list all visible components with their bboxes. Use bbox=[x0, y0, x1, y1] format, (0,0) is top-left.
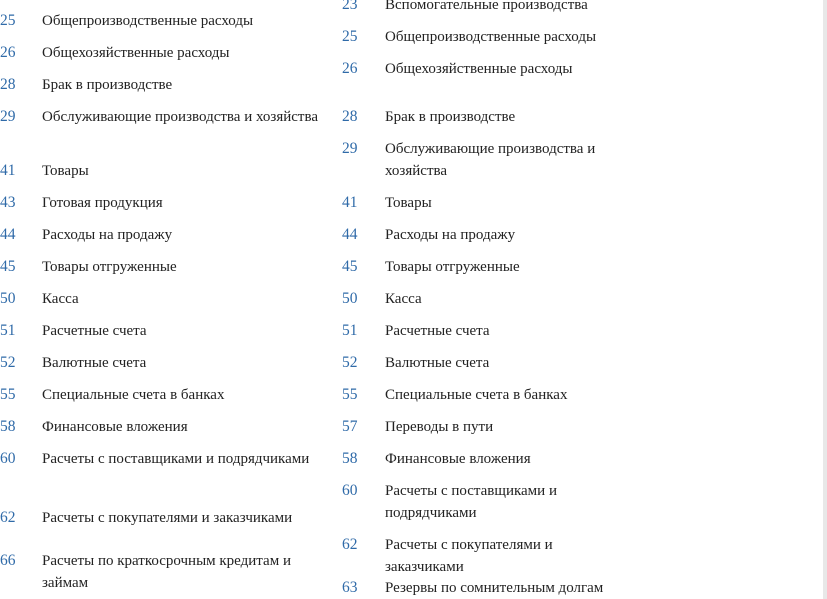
account-code[interactable]: 50 bbox=[342, 290, 358, 307]
account-name: Брак в производстве bbox=[385, 109, 516, 125]
account-code[interactable]: 41 bbox=[342, 194, 358, 211]
account-name: Валютные счета bbox=[385, 355, 490, 371]
account-name: Финансовые вложения bbox=[42, 419, 188, 435]
account-name: Обслуживающие производства и хозяйства bbox=[385, 141, 596, 179]
account-name: Расходы на продажу bbox=[42, 227, 173, 243]
account-name: Валютные счета bbox=[42, 355, 147, 371]
account-name: Расчеты по краткосрочным кредитам и займам bbox=[42, 553, 291, 591]
account-name: Товары отгруженные bbox=[385, 259, 520, 275]
account-code[interactable]: 62 bbox=[0, 509, 16, 526]
account-code[interactable]: 58 bbox=[0, 418, 16, 435]
scrollbar-track[interactable] bbox=[823, 0, 827, 599]
account-name: Расчеты с поставщиками и подрядчиками bbox=[42, 451, 310, 467]
account-code[interactable]: 51 bbox=[342, 322, 358, 339]
account-name: Касса bbox=[42, 291, 79, 307]
account-name: Товары bbox=[42, 163, 89, 179]
account-code[interactable]: 57 bbox=[342, 418, 358, 435]
account-code[interactable]: 43 bbox=[0, 194, 16, 211]
account-code[interactable]: 25 bbox=[0, 12, 16, 29]
account-name: Общепроизводственные расходы bbox=[42, 13, 254, 29]
account-code[interactable]: 55 bbox=[0, 386, 16, 403]
account-code[interactable]: 50 bbox=[0, 290, 16, 307]
account-name: Резервы по сомнительным долгам bbox=[385, 580, 604, 596]
account-code[interactable]: 41 bbox=[0, 162, 16, 179]
account-name: Вспомогательные производства bbox=[385, 0, 588, 13]
account-name: Общепроизводственные расходы bbox=[385, 29, 597, 45]
account-name: Брак в производстве bbox=[42, 77, 173, 93]
account-code[interactable]: 44 bbox=[0, 226, 16, 243]
account-name: Касса bbox=[385, 291, 422, 307]
account-name: Готовая продукция bbox=[42, 195, 163, 211]
account-code[interactable]: 51 bbox=[0, 322, 16, 339]
account-code[interactable]: 44 bbox=[342, 226, 358, 243]
account-name: Финансовые вложения bbox=[385, 451, 531, 467]
account-name: Общехозяйственные расходы bbox=[42, 45, 230, 61]
account-code[interactable]: 26 bbox=[0, 44, 16, 61]
account-name: Расходы на продажу bbox=[385, 227, 516, 243]
account-name: Расчеты с поставщиками и подрядчиками bbox=[385, 483, 557, 521]
account-code[interactable]: 60 bbox=[342, 482, 358, 499]
account-code[interactable]: 52 bbox=[0, 354, 16, 371]
account-name: Расчетные счета bbox=[42, 323, 147, 339]
account-name: Расчетные счета bbox=[385, 323, 490, 339]
account-name: Товары bbox=[385, 195, 432, 211]
account-code[interactable]: 45 bbox=[342, 258, 358, 275]
account-code[interactable]: 63 bbox=[342, 579, 358, 596]
account-code[interactable]: 29 bbox=[342, 140, 358, 157]
account-name: Общехозяйственные расходы bbox=[385, 61, 573, 77]
account-name: Товары отгруженные bbox=[42, 259, 177, 275]
account-code[interactable]: 60 bbox=[0, 450, 16, 467]
account-code[interactable]: 28 bbox=[342, 108, 358, 125]
account-code[interactable]: 23 bbox=[342, 0, 358, 13]
account-code[interactable]: 25 bbox=[342, 28, 358, 45]
account-code[interactable]: 62 bbox=[342, 536, 358, 553]
account-code[interactable]: 45 bbox=[0, 258, 16, 275]
account-code[interactable]: 28 bbox=[0, 76, 16, 93]
account-code[interactable]: 52 bbox=[342, 354, 358, 371]
account-code[interactable]: 26 bbox=[342, 60, 358, 77]
account-name: Специальные счета в банках bbox=[385, 387, 568, 403]
account-name: Специальные счета в банках bbox=[42, 387, 225, 403]
account-code[interactable]: 58 bbox=[342, 450, 358, 467]
account-name: Расчеты с покупателями и заказчиками bbox=[42, 510, 293, 526]
account-code[interactable]: 55 bbox=[342, 386, 358, 403]
account-name: Переводы в пути bbox=[385, 419, 494, 435]
account-name: Обслуживающие производства и хозяйства bbox=[42, 109, 319, 125]
account-code[interactable]: 29 bbox=[0, 108, 16, 125]
account-code[interactable]: 66 bbox=[0, 552, 16, 569]
account-name: Расчеты с покупателями и заказчиками bbox=[385, 537, 553, 575]
